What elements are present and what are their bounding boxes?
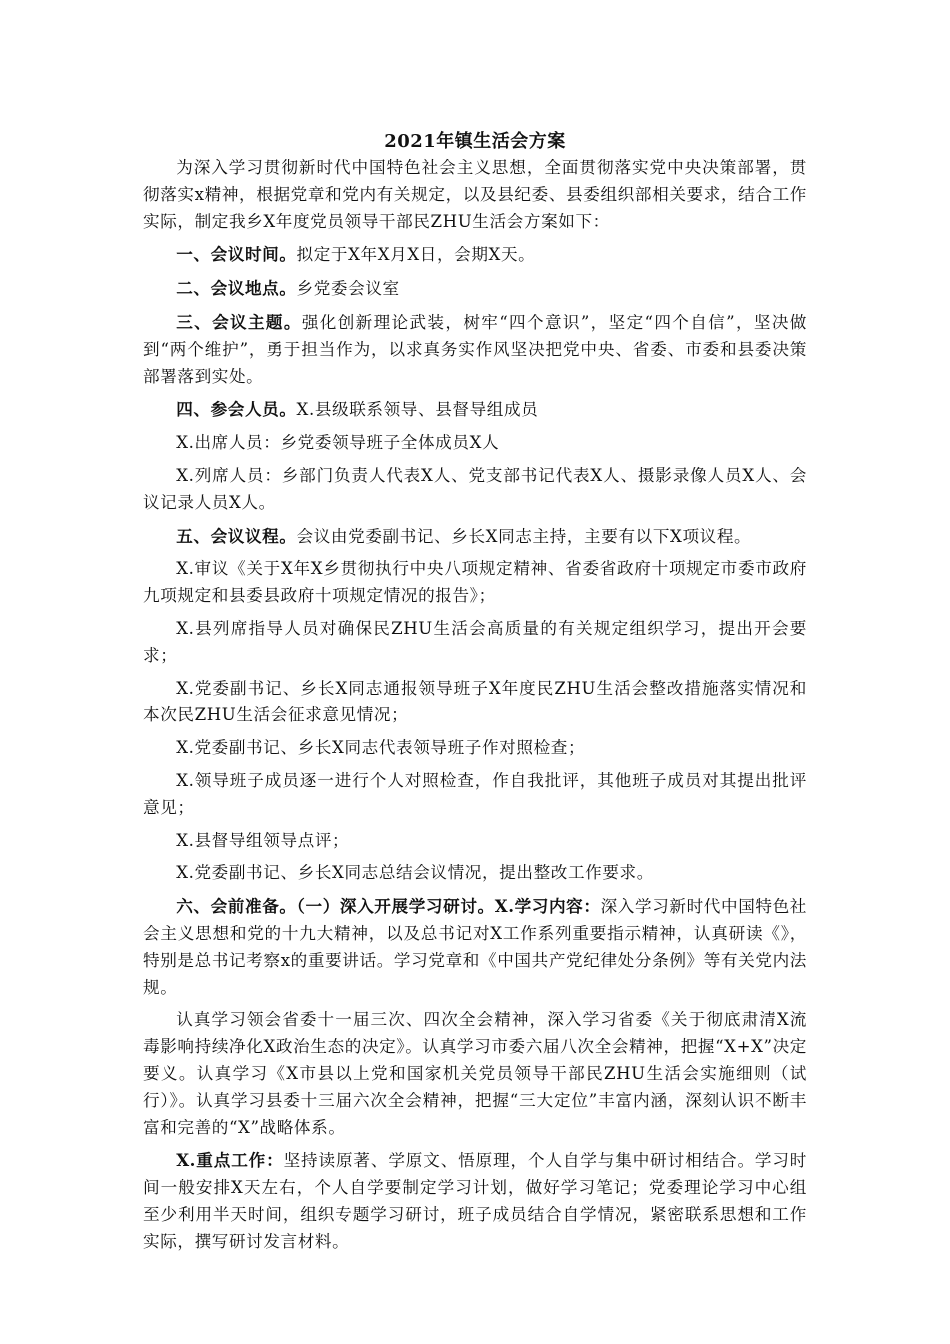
- paragraph-text: 为深入学习贯彻新时代中国特色社会主义思想，全面贯彻落实党中央决策部署，贯彻落实x精神，根据党章和党内有关规定，以及县纪委、县委组织部相关要求，结合工作实际，制定我乡X年度党员领导干部民ZHU生活会方案如下：: [143, 158, 807, 231]
- paragraph-text: 会议由党委副书记、乡长X同志主持，主要有以下X项议程。: [296, 526, 752, 546]
- agenda-item: [143, 828, 807, 855]
- section-heading: 六、会前准备。（一）深入开展学习研讨。X.学习内容：: [176, 896, 601, 917]
- paragraph-text: X.县列席指导人员对确保民ZHU生活会高质量的有关规定组织学习，提出开会要求；: [143, 618, 807, 665]
- paragraph-text: 坚持读原著、学原文、悟原理，个人自学与集中研讨相结合。学习时间一般安排X天左右，个人自学要制定学习计划，做好学习笔记；党委理论学习中心组至少利用半天时间，组织专题学习研讨，班子成员结合自学情况，紧密联系思想和工作实际，撰写研讨发言材料。: [143, 1151, 808, 1251]
- agenda-item: [143, 860, 807, 887]
- paragraph-intro: [143, 155, 807, 235]
- paragraph-present: [143, 430, 807, 457]
- paragraph-meeting-place: [143, 275, 807, 303]
- paragraph-text: X.县级联系领导、县督导组成员: [296, 400, 539, 420]
- paragraph-text: X.出席人员：乡党委领导班子全体成员X人: [176, 433, 500, 453]
- paragraph-attendees: [143, 396, 807, 424]
- paragraph-text: 强化创新理论武装，树牢“四个意识”，坚定“四个自信”，坚决做到“两个维护”，勇于担当作为，以求真务实作风坚决把党中央、省委、市委和县委决策部署落到实处。: [143, 312, 807, 386]
- paragraph-text: 乡党委会议室: [296, 279, 400, 299]
- section-heading: 四、参会人员。: [176, 399, 297, 420]
- paragraph-text: X.党委副书记、乡长X同志通报领导班子X年度民ZHU生活会整改措施落实情况和本次民ZHU生活会征求意见情况；: [143, 678, 807, 725]
- paragraph-meeting-theme: [143, 309, 807, 390]
- section-heading: X.重点工作：: [176, 1150, 284, 1171]
- agenda-item: [143, 556, 807, 610]
- paragraph-study: [143, 1007, 807, 1141]
- paragraph-text: X.党委副书记、乡长X同志代表领导班子作对照检查；: [176, 738, 586, 758]
- paragraph-text: X.审议《关于X年X乡贯彻执行中央八项规定精神、省委省政府十项规定市委市政府九项规定和县委县政府十项规定情况的报告》；: [143, 559, 807, 606]
- paragraph-text: 拟定于X年X月X日，会期X天。: [296, 245, 536, 265]
- paragraph-text: X.党委副书记、乡长X同志总结会议情况，提出整改工作要求。: [176, 863, 654, 883]
- document-title: 2021年镇生活会方案: [384, 131, 566, 152]
- paragraph-key-work: [143, 1147, 807, 1255]
- section-heading: 三、会议主题。: [176, 311, 302, 332]
- paragraph-text: 认真学习领会省委十一届三次、四次全会精神，深入学习省委《关于彻底肃清X流毒影响持续净化X政治生态的决定》。认真学习市委六届八次全会精神，把握“X+X”决定要义。认真学习《X市县以上党和国家机关党员领导干部民ZHU生活会实施细则（试行）》。认真学习县委十三届六次全会精神，把握“三大定位”丰富内涵，深刻认识不断丰富和完善的“X”战略体系。: [143, 1010, 807, 1137]
- agenda-item: [143, 676, 807, 730]
- agenda-item: [143, 768, 807, 822]
- paragraph-text: X.列席人员：乡部门负责人代表X人、党支部书记代表X人、摄影录像人员X人、会议记录人员X人。: [143, 465, 807, 512]
- paragraph-text: 深入学习新时代中国特色社会主义思想和党的十九大精神，以及总书记对X工作系列重要指示精神，认真研读《》，特别是总书记考察x的重要讲话。学习党章和《中国共产党纪律处分条例》等有关党内法规。: [143, 897, 808, 997]
- agenda-item: [143, 616, 807, 670]
- paragraph-agenda: [143, 523, 807, 551]
- paragraph-text: X.县督导组领导点评；: [176, 830, 350, 850]
- paragraph-preparation: [143, 893, 807, 1001]
- paragraph-observers: [143, 463, 807, 517]
- agenda-item: [143, 735, 807, 762]
- section-heading: 二、会议地点。: [176, 278, 297, 299]
- section-heading: 一、会议时间。: [176, 244, 297, 265]
- paragraph-text: X.领导班子成员逐一进行个人对照检查，作自我批评，其他班子成员对其提出批评意见；: [143, 770, 807, 817]
- paragraph-meeting-time: [143, 241, 807, 269]
- document-body: [143, 129, 807, 1255]
- section-heading: 五、会议议程。: [176, 525, 297, 546]
